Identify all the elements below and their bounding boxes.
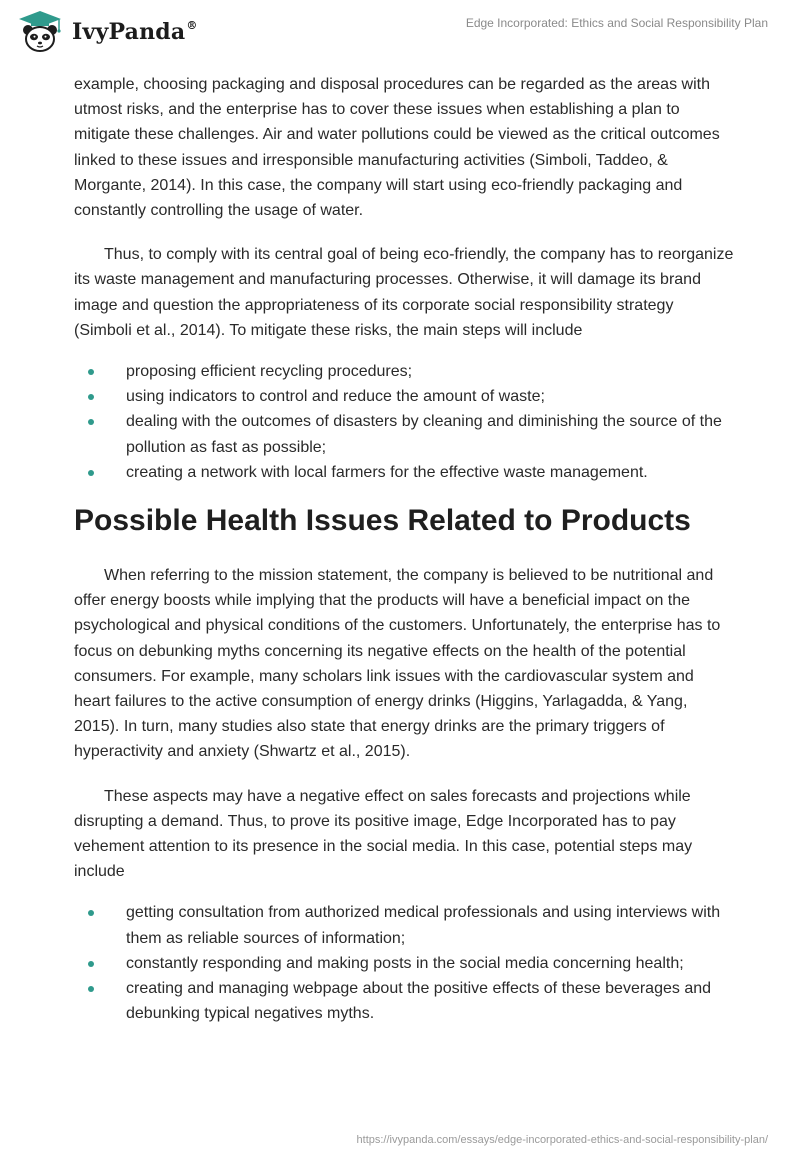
list-item (74, 359, 734, 384)
bullet-icon (88, 394, 94, 400)
list-item-text: proposing efficient recycling procedures; (126, 363, 413, 381)
ivypanda-logo[interactable] (14, 10, 198, 54)
section-heading: Possible Health Issues Related to Products (74, 504, 691, 538)
bullet-icon (88, 369, 94, 375)
bullet-icon (88, 419, 94, 425)
list-item (74, 384, 734, 409)
page-header (0, 0, 800, 70)
registered-mark: ® (186, 19, 198, 32)
bullet-icon (88, 961, 94, 967)
list-item (74, 900, 734, 950)
bullet-icon (88, 910, 94, 916)
list-item (74, 409, 734, 459)
document-title: Edge Incorporated: Ethics and Social Responsibility Plan (465, 16, 768, 30)
panda-logo-icon (14, 10, 66, 54)
steps-list-2 (74, 900, 734, 1026)
bullet-icon (88, 470, 94, 476)
list-item-text: using indicators to control and reduce the amount of waste; (126, 388, 545, 406)
paragraph-1: example, choosing packaging and disposal procedures can be regarded as the areas with utmost risks, and the enterprise has to cover these issues when establishing a plan to mitigate these challenges. Air and water pollutions could be viewed as the critical outcomes linked to these issues and irresponsible manufacturing activities (Simboli, Taddeo, & Morgante, 2014). In this case, the company will start using eco-friendly packaging and constantly controlling the usage of water. (74, 76, 720, 220)
paragraph-4: These aspects may have a negative effect on sales forecasts and projections while disrupting a demand. Thus, to prove its positive image, Edge Incorporated has to pay vehement attention to its presence in the social media. In this case, potential steps may include (74, 787, 693, 881)
paragraph-3: When referring to the mission statement, the company is believed to be nutritional and offer energy boosts while implying that the products will have a beneficial impact on the psychological and physical conditions of the customers. Unfortunately, the enterprise has to focus on debunking myths concerning its negative effects on the health of the potential consumers. For example, many scholars link issues with the cardiovascular system and heart failures to the active consumption of energy drinks (Higgins, Yarlagadda, & Yang, 2015). In turn, many studies also state that energy drinks are the primary triggers of hyperactivity and anxiety (Shwartz et al., 2015). (74, 567, 721, 761)
essay-content (74, 72, 734, 1027)
source-url[interactable]: https://ivypanda.com/essays/edge-incorporated-ethics-and-social-responsibility-plan/ (356, 1134, 768, 1146)
list-item (74, 460, 734, 485)
list-item-text: creating and managing webpage about the positive effects of these beverages and debunking typical negatives myths. (126, 980, 712, 1023)
list-item-text: creating a network with local farmers for the effective waste management. (126, 463, 648, 481)
brand-name (72, 19, 198, 45)
steps-list-1 (74, 359, 734, 485)
brand-name-text: IvyPanda (72, 19, 186, 45)
list-item (74, 951, 734, 976)
list-item-text: dealing with the outcomes of disasters by cleaning and diminishing the source of the pollution as fast as possible; (126, 413, 722, 456)
list-item-text: constantly responding and making posts in the social media concerning health; (126, 954, 684, 972)
bullet-icon (88, 986, 94, 992)
paragraph-2: Thus, to comply with its central goal of being eco-friendly, the company has to reorganize its waste management and manufacturing processes. Otherwise, it will damage its brand image and question the appropriateness of its corporate social responsibility strategy (Simboli et al., 2014). To mitigate these risks, the main steps will include (74, 246, 734, 339)
list-item (74, 976, 734, 1026)
list-item-text: getting consultation from authorized medical professionals and using interviews with them as reliable sources of information; (126, 904, 721, 947)
